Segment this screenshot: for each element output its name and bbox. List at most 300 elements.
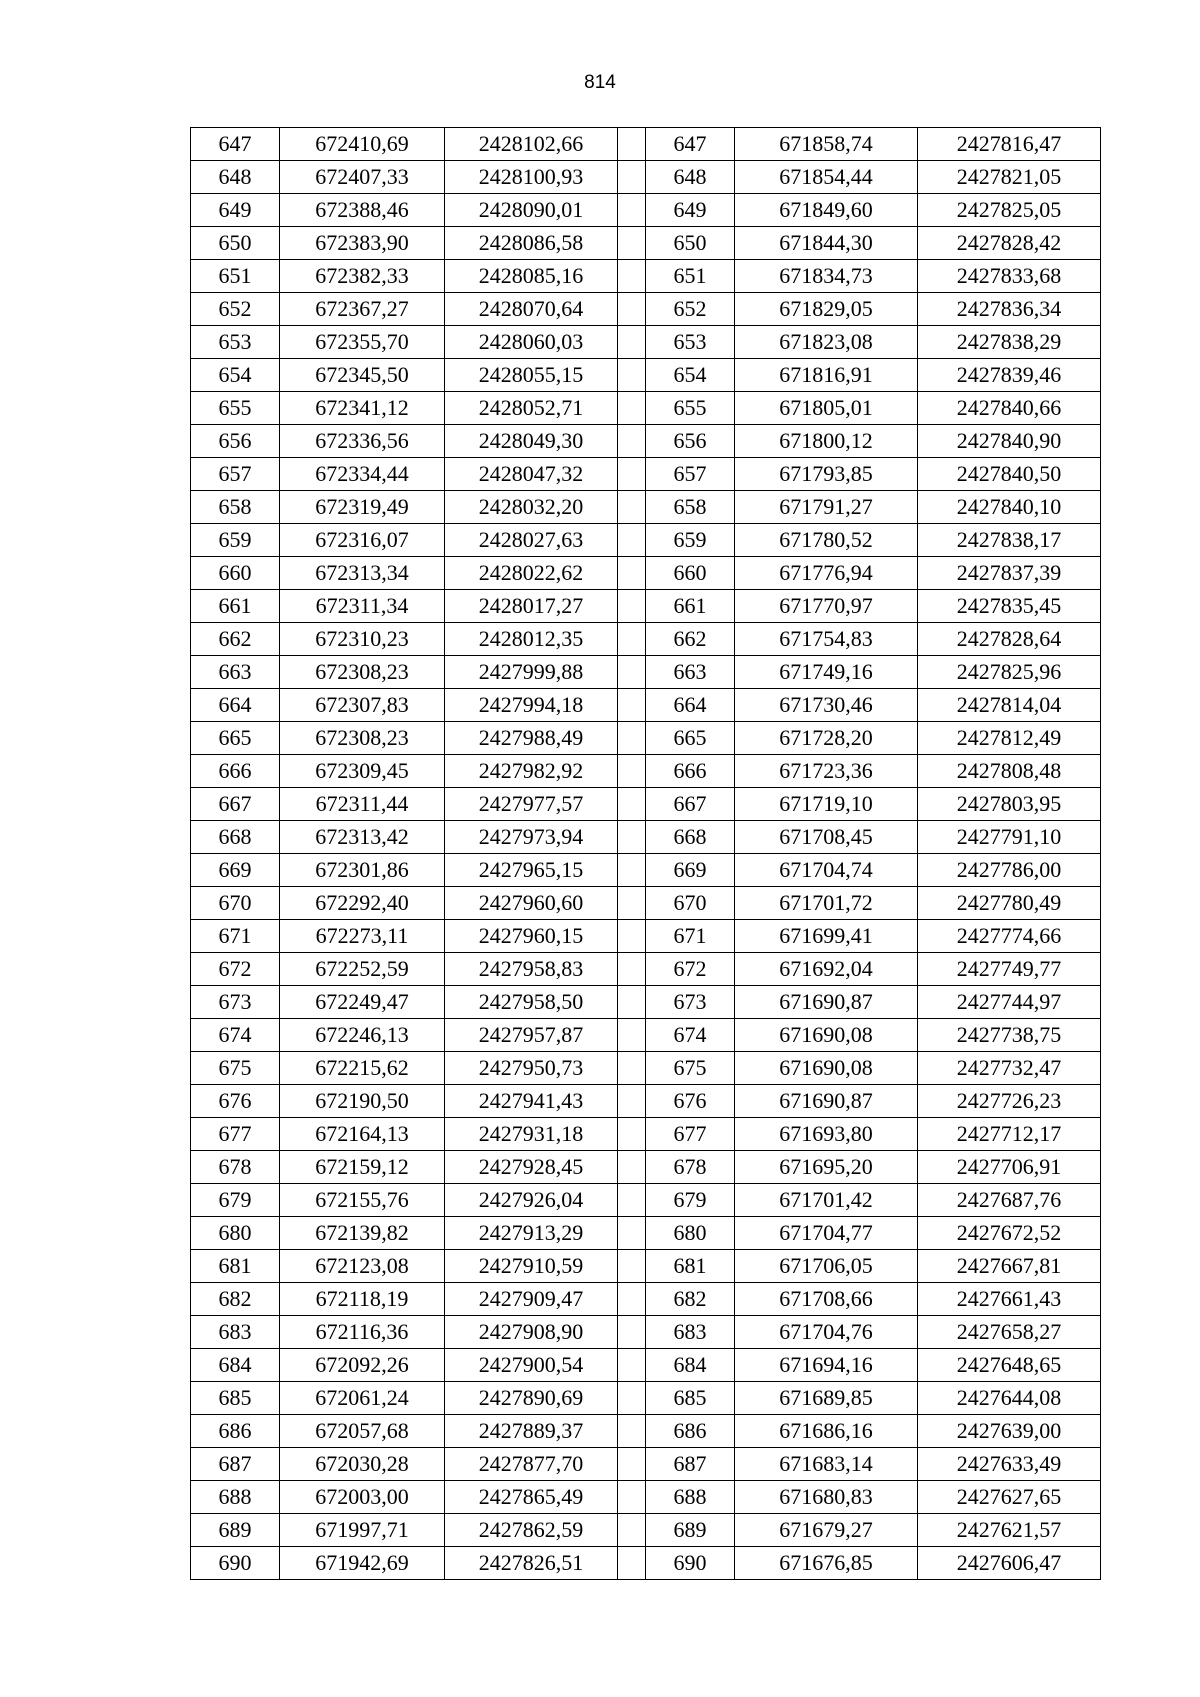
x-coordinate-left: 672388,46 bbox=[280, 194, 445, 227]
x-coordinate-right: 671694,16 bbox=[735, 1349, 918, 1382]
x-coordinate-left: 672252,59 bbox=[280, 953, 445, 986]
x-coordinate-right: 671776,94 bbox=[735, 557, 918, 590]
x-coordinate-left: 672139,82 bbox=[280, 1217, 445, 1250]
point-number-left: 657 bbox=[191, 458, 280, 491]
y-coordinate-left: 2427965,15 bbox=[445, 854, 618, 887]
y-coordinate-right: 2427828,64 bbox=[918, 623, 1101, 656]
spacer-cell bbox=[618, 326, 646, 359]
y-coordinate-left: 2427889,37 bbox=[445, 1415, 618, 1448]
y-coordinate-right: 2427648,65 bbox=[918, 1349, 1101, 1382]
point-number-right: 649 bbox=[646, 194, 735, 227]
table-row bbox=[191, 359, 1101, 392]
point-number-left: 651 bbox=[191, 260, 280, 293]
spacer-cell bbox=[618, 392, 646, 425]
x-coordinate-left: 672334,44 bbox=[280, 458, 445, 491]
point-number-left: 649 bbox=[191, 194, 280, 227]
point-number-left: 679 bbox=[191, 1184, 280, 1217]
x-coordinate-left: 672118,19 bbox=[280, 1283, 445, 1316]
x-coordinate-left: 672092,26 bbox=[280, 1349, 445, 1382]
point-number-left: 665 bbox=[191, 722, 280, 755]
spacer-cell bbox=[618, 854, 646, 887]
y-coordinate-left: 2427928,45 bbox=[445, 1151, 618, 1184]
spacer-cell bbox=[618, 755, 646, 788]
table-row bbox=[191, 1547, 1101, 1580]
table-row bbox=[191, 161, 1101, 194]
x-coordinate-right: 671849,60 bbox=[735, 194, 918, 227]
y-coordinate-right: 2427833,68 bbox=[918, 260, 1101, 293]
x-coordinate-right: 671854,44 bbox=[735, 161, 918, 194]
y-coordinate-left: 2427982,92 bbox=[445, 755, 618, 788]
y-coordinate-right: 2427644,08 bbox=[918, 1382, 1101, 1415]
point-number-right: 655 bbox=[646, 392, 735, 425]
x-coordinate-left: 672123,08 bbox=[280, 1250, 445, 1283]
table-row bbox=[191, 722, 1101, 755]
point-number-right: 650 bbox=[646, 227, 735, 260]
point-number-right: 648 bbox=[646, 161, 735, 194]
spacer-cell bbox=[618, 491, 646, 524]
point-number-left: 664 bbox=[191, 689, 280, 722]
y-coordinate-right: 2427712,17 bbox=[918, 1118, 1101, 1151]
point-number-right: 673 bbox=[646, 986, 735, 1019]
y-coordinate-right: 2427667,81 bbox=[918, 1250, 1101, 1283]
point-number-right: 685 bbox=[646, 1382, 735, 1415]
y-coordinate-right: 2427749,77 bbox=[918, 953, 1101, 986]
spacer-cell bbox=[618, 1052, 646, 1085]
x-coordinate-right: 671693,80 bbox=[735, 1118, 918, 1151]
y-coordinate-right: 2427836,34 bbox=[918, 293, 1101, 326]
point-number-left: 667 bbox=[191, 788, 280, 821]
y-coordinate-left: 2428017,27 bbox=[445, 590, 618, 623]
x-coordinate-left: 672355,70 bbox=[280, 326, 445, 359]
table-row bbox=[191, 425, 1101, 458]
point-number-left: 672 bbox=[191, 953, 280, 986]
point-number-right: 682 bbox=[646, 1283, 735, 1316]
y-coordinate-left: 2428100,93 bbox=[445, 161, 618, 194]
x-coordinate-left: 672345,50 bbox=[280, 359, 445, 392]
y-coordinate-left: 2427957,87 bbox=[445, 1019, 618, 1052]
spacer-cell bbox=[618, 1019, 646, 1052]
spacer-cell bbox=[618, 623, 646, 656]
x-coordinate-right: 671680,83 bbox=[735, 1481, 918, 1514]
table-row bbox=[191, 1349, 1101, 1382]
y-coordinate-right: 2427732,47 bbox=[918, 1052, 1101, 1085]
point-number-left: 675 bbox=[191, 1052, 280, 1085]
point-number-right: 672 bbox=[646, 953, 735, 986]
x-coordinate-right: 671686,16 bbox=[735, 1415, 918, 1448]
point-number-left: 661 bbox=[191, 590, 280, 623]
table-row bbox=[191, 1151, 1101, 1184]
table-row bbox=[191, 1019, 1101, 1052]
x-coordinate-right: 671704,74 bbox=[735, 854, 918, 887]
point-number-right: 656 bbox=[646, 425, 735, 458]
spacer-cell bbox=[618, 1250, 646, 1283]
point-number-right: 654 bbox=[646, 359, 735, 392]
spacer-cell bbox=[618, 821, 646, 854]
x-coordinate-left: 672190,50 bbox=[280, 1085, 445, 1118]
y-coordinate-right: 2427825,96 bbox=[918, 656, 1101, 689]
point-number-right: 662 bbox=[646, 623, 735, 656]
y-coordinate-left: 2427941,43 bbox=[445, 1085, 618, 1118]
y-coordinate-left: 2427910,59 bbox=[445, 1250, 618, 1283]
point-number-right: 686 bbox=[646, 1415, 735, 1448]
x-coordinate-right: 671690,08 bbox=[735, 1019, 918, 1052]
point-number-left: 659 bbox=[191, 524, 280, 557]
y-coordinate-left: 2428047,32 bbox=[445, 458, 618, 491]
point-number-left: 652 bbox=[191, 293, 280, 326]
x-coordinate-right: 671829,05 bbox=[735, 293, 918, 326]
y-coordinate-left: 2427994,18 bbox=[445, 689, 618, 722]
x-coordinate-right: 671692,04 bbox=[735, 953, 918, 986]
point-number-left: 680 bbox=[191, 1217, 280, 1250]
y-coordinate-left: 2428070,64 bbox=[445, 293, 618, 326]
y-coordinate-right: 2427816,47 bbox=[918, 128, 1101, 161]
spacer-cell bbox=[618, 1283, 646, 1316]
point-number-right: 683 bbox=[646, 1316, 735, 1349]
point-number-right: 668 bbox=[646, 821, 735, 854]
spacer-cell bbox=[618, 557, 646, 590]
point-number-right: 688 bbox=[646, 1481, 735, 1514]
table-row bbox=[191, 227, 1101, 260]
y-coordinate-left: 2428027,63 bbox=[445, 524, 618, 557]
point-number-right: 651 bbox=[646, 260, 735, 293]
x-coordinate-left: 672246,13 bbox=[280, 1019, 445, 1052]
x-coordinate-right: 671770,97 bbox=[735, 590, 918, 623]
x-coordinate-right: 671706,05 bbox=[735, 1250, 918, 1283]
point-number-right: 653 bbox=[646, 326, 735, 359]
table-row bbox=[191, 854, 1101, 887]
y-coordinate-right: 2427840,10 bbox=[918, 491, 1101, 524]
point-number-right: 663 bbox=[646, 656, 735, 689]
x-coordinate-right: 671689,85 bbox=[735, 1382, 918, 1415]
y-coordinate-left: 2428022,62 bbox=[445, 557, 618, 590]
x-coordinate-left: 672308,23 bbox=[280, 722, 445, 755]
spacer-cell bbox=[618, 788, 646, 821]
point-number-left: 687 bbox=[191, 1448, 280, 1481]
table-row bbox=[191, 1514, 1101, 1547]
x-coordinate-right: 671676,85 bbox=[735, 1547, 918, 1580]
spacer-cell bbox=[618, 293, 646, 326]
y-coordinate-left: 2428049,30 bbox=[445, 425, 618, 458]
y-coordinate-left: 2428102,66 bbox=[445, 128, 618, 161]
y-coordinate-left: 2427960,60 bbox=[445, 887, 618, 920]
page-number: 814 bbox=[584, 72, 616, 93]
table-row bbox=[191, 689, 1101, 722]
y-coordinate-left: 2428032,20 bbox=[445, 491, 618, 524]
spacer-cell bbox=[618, 1547, 646, 1580]
spacer-cell bbox=[618, 524, 646, 557]
table-row bbox=[191, 1382, 1101, 1415]
x-coordinate-left: 672311,44 bbox=[280, 788, 445, 821]
spacer-cell bbox=[618, 425, 646, 458]
x-coordinate-left: 672249,47 bbox=[280, 986, 445, 1019]
spacer-cell bbox=[618, 1514, 646, 1547]
spacer-cell bbox=[618, 656, 646, 689]
point-number-left: 688 bbox=[191, 1481, 280, 1514]
coordinates-table bbox=[190, 127, 1101, 1580]
point-number-left: 658 bbox=[191, 491, 280, 524]
x-coordinate-left: 672367,27 bbox=[280, 293, 445, 326]
x-coordinate-left: 672061,24 bbox=[280, 1382, 445, 1415]
y-coordinate-left: 2428052,71 bbox=[445, 392, 618, 425]
point-number-left: 670 bbox=[191, 887, 280, 920]
y-coordinate-right: 2427687,76 bbox=[918, 1184, 1101, 1217]
point-number-right: 674 bbox=[646, 1019, 735, 1052]
point-number-left: 647 bbox=[191, 128, 280, 161]
y-coordinate-left: 2427926,04 bbox=[445, 1184, 618, 1217]
y-coordinate-left: 2427826,51 bbox=[445, 1547, 618, 1580]
y-coordinate-left: 2427958,83 bbox=[445, 953, 618, 986]
x-coordinate-right: 671791,27 bbox=[735, 491, 918, 524]
y-coordinate-right: 2427840,90 bbox=[918, 425, 1101, 458]
spacer-cell bbox=[618, 887, 646, 920]
y-coordinate-left: 2427999,88 bbox=[445, 656, 618, 689]
y-coordinate-right: 2427840,66 bbox=[918, 392, 1101, 425]
y-coordinate-right: 2427838,29 bbox=[918, 326, 1101, 359]
spacer-cell bbox=[618, 722, 646, 755]
y-coordinate-right: 2427738,75 bbox=[918, 1019, 1101, 1052]
y-coordinate-left: 2427931,18 bbox=[445, 1118, 618, 1151]
x-coordinate-left: 672307,83 bbox=[280, 689, 445, 722]
spacer-cell bbox=[618, 1448, 646, 1481]
table-row bbox=[191, 1052, 1101, 1085]
table-row bbox=[191, 656, 1101, 689]
spacer-cell bbox=[618, 128, 646, 161]
table-row bbox=[191, 1085, 1101, 1118]
point-number-left: 683 bbox=[191, 1316, 280, 1349]
x-coordinate-right: 671728,20 bbox=[735, 722, 918, 755]
table-row bbox=[191, 986, 1101, 1019]
table-row bbox=[191, 1481, 1101, 1514]
y-coordinate-right: 2427606,47 bbox=[918, 1547, 1101, 1580]
point-number-right: 670 bbox=[646, 887, 735, 920]
x-coordinate-right: 671730,46 bbox=[735, 689, 918, 722]
x-coordinate-left: 672155,76 bbox=[280, 1184, 445, 1217]
x-coordinate-left: 672313,34 bbox=[280, 557, 445, 590]
x-coordinate-right: 671704,76 bbox=[735, 1316, 918, 1349]
point-number-right: 678 bbox=[646, 1151, 735, 1184]
x-coordinate-left: 672301,86 bbox=[280, 854, 445, 887]
y-coordinate-right: 2427658,27 bbox=[918, 1316, 1101, 1349]
y-coordinate-left: 2427865,49 bbox=[445, 1481, 618, 1514]
point-number-right: 658 bbox=[646, 491, 735, 524]
x-coordinate-right: 671701,42 bbox=[735, 1184, 918, 1217]
spacer-cell bbox=[618, 1481, 646, 1514]
table-row bbox=[191, 1316, 1101, 1349]
point-number-right: 664 bbox=[646, 689, 735, 722]
y-coordinate-right: 2427825,05 bbox=[918, 194, 1101, 227]
point-number-right: 679 bbox=[646, 1184, 735, 1217]
point-number-left: 668 bbox=[191, 821, 280, 854]
x-coordinate-left: 671997,71 bbox=[280, 1514, 445, 1547]
spacer-cell bbox=[618, 1217, 646, 1250]
x-coordinate-left: 672159,12 bbox=[280, 1151, 445, 1184]
y-coordinate-right: 2427839,46 bbox=[918, 359, 1101, 392]
point-number-left: 662 bbox=[191, 623, 280, 656]
y-coordinate-right: 2427621,57 bbox=[918, 1514, 1101, 1547]
y-coordinate-right: 2427633,49 bbox=[918, 1448, 1101, 1481]
table-row bbox=[191, 194, 1101, 227]
table-row bbox=[191, 1250, 1101, 1283]
y-coordinate-left: 2428086,58 bbox=[445, 227, 618, 260]
table-row bbox=[191, 920, 1101, 953]
table-row bbox=[191, 458, 1101, 491]
y-coordinate-left: 2427950,73 bbox=[445, 1052, 618, 1085]
y-coordinate-right: 2427744,97 bbox=[918, 986, 1101, 1019]
point-number-left: 666 bbox=[191, 755, 280, 788]
table-row bbox=[191, 1415, 1101, 1448]
y-coordinate-left: 2427909,47 bbox=[445, 1283, 618, 1316]
x-coordinate-left: 672310,23 bbox=[280, 623, 445, 656]
x-coordinate-right: 671858,74 bbox=[735, 128, 918, 161]
y-coordinate-right: 2427780,49 bbox=[918, 887, 1101, 920]
point-number-right: 687 bbox=[646, 1448, 735, 1481]
y-coordinate-left: 2428060,03 bbox=[445, 326, 618, 359]
y-coordinate-right: 2427837,39 bbox=[918, 557, 1101, 590]
table-row bbox=[191, 821, 1101, 854]
y-coordinate-left: 2427988,49 bbox=[445, 722, 618, 755]
x-coordinate-right: 671695,20 bbox=[735, 1151, 918, 1184]
table-row bbox=[191, 755, 1101, 788]
y-coordinate-right: 2427803,95 bbox=[918, 788, 1101, 821]
point-number-left: 682 bbox=[191, 1283, 280, 1316]
x-coordinate-left: 672311,34 bbox=[280, 590, 445, 623]
table-row bbox=[191, 557, 1101, 590]
y-coordinate-left: 2427913,29 bbox=[445, 1217, 618, 1250]
spacer-cell bbox=[618, 1349, 646, 1382]
point-number-right: 689 bbox=[646, 1514, 735, 1547]
spacer-cell bbox=[618, 1382, 646, 1415]
x-coordinate-left: 672313,42 bbox=[280, 821, 445, 854]
table-row bbox=[191, 1217, 1101, 1250]
spacer-cell bbox=[618, 1151, 646, 1184]
spacer-cell bbox=[618, 689, 646, 722]
y-coordinate-left: 2428085,16 bbox=[445, 260, 618, 293]
x-coordinate-left: 672030,28 bbox=[280, 1448, 445, 1481]
y-coordinate-left: 2427908,90 bbox=[445, 1316, 618, 1349]
y-coordinate-right: 2427838,17 bbox=[918, 524, 1101, 557]
point-number-left: 656 bbox=[191, 425, 280, 458]
spacer-cell bbox=[618, 161, 646, 194]
y-coordinate-right: 2427835,45 bbox=[918, 590, 1101, 623]
spacer-cell bbox=[618, 194, 646, 227]
y-coordinate-right: 2427840,50 bbox=[918, 458, 1101, 491]
x-coordinate-left: 672309,45 bbox=[280, 755, 445, 788]
x-coordinate-left: 672382,33 bbox=[280, 260, 445, 293]
spacer-cell bbox=[618, 1184, 646, 1217]
point-number-right: 676 bbox=[646, 1085, 735, 1118]
y-coordinate-left: 2428090,01 bbox=[445, 194, 618, 227]
point-number-right: 666 bbox=[646, 755, 735, 788]
y-coordinate-left: 2428012,35 bbox=[445, 623, 618, 656]
point-number-right: 669 bbox=[646, 854, 735, 887]
point-number-right: 671 bbox=[646, 920, 735, 953]
x-coordinate-right: 671690,08 bbox=[735, 1052, 918, 1085]
y-coordinate-right: 2427672,52 bbox=[918, 1217, 1101, 1250]
y-coordinate-right: 2427706,91 bbox=[918, 1151, 1101, 1184]
point-number-left: 684 bbox=[191, 1349, 280, 1382]
point-number-right: 675 bbox=[646, 1052, 735, 1085]
x-coordinate-right: 671749,16 bbox=[735, 656, 918, 689]
x-coordinate-left: 672407,33 bbox=[280, 161, 445, 194]
x-coordinate-right: 671823,08 bbox=[735, 326, 918, 359]
x-coordinate-left: 672057,68 bbox=[280, 1415, 445, 1448]
point-number-left: 685 bbox=[191, 1382, 280, 1415]
y-coordinate-left: 2427958,50 bbox=[445, 986, 618, 1019]
x-coordinate-right: 671679,27 bbox=[735, 1514, 918, 1547]
x-coordinate-right: 671793,85 bbox=[735, 458, 918, 491]
x-coordinate-right: 671800,12 bbox=[735, 425, 918, 458]
spacer-cell bbox=[618, 458, 646, 491]
point-number-right: 667 bbox=[646, 788, 735, 821]
table-row bbox=[191, 887, 1101, 920]
table-row bbox=[191, 1184, 1101, 1217]
point-number-left: 648 bbox=[191, 161, 280, 194]
x-coordinate-right: 671701,72 bbox=[735, 887, 918, 920]
x-coordinate-right: 671699,41 bbox=[735, 920, 918, 953]
table-row bbox=[191, 623, 1101, 656]
x-coordinate-right: 671754,83 bbox=[735, 623, 918, 656]
x-coordinate-right: 671708,66 bbox=[735, 1283, 918, 1316]
spacer-cell bbox=[618, 953, 646, 986]
y-coordinate-left: 2428055,15 bbox=[445, 359, 618, 392]
point-number-left: 650 bbox=[191, 227, 280, 260]
table-row bbox=[191, 392, 1101, 425]
point-number-left: 653 bbox=[191, 326, 280, 359]
table-row bbox=[191, 788, 1101, 821]
point-number-right: 684 bbox=[646, 1349, 735, 1382]
y-coordinate-left: 2427977,57 bbox=[445, 788, 618, 821]
y-coordinate-right: 2427814,04 bbox=[918, 689, 1101, 722]
point-number-left: 690 bbox=[191, 1547, 280, 1580]
x-coordinate-left: 672316,07 bbox=[280, 524, 445, 557]
x-coordinate-left: 672215,62 bbox=[280, 1052, 445, 1085]
x-coordinate-right: 671723,36 bbox=[735, 755, 918, 788]
point-number-left: 681 bbox=[191, 1250, 280, 1283]
point-number-right: 647 bbox=[646, 128, 735, 161]
point-number-right: 665 bbox=[646, 722, 735, 755]
point-number-left: 686 bbox=[191, 1415, 280, 1448]
point-number-left: 689 bbox=[191, 1514, 280, 1547]
x-coordinate-right: 671834,73 bbox=[735, 260, 918, 293]
x-coordinate-left: 672341,12 bbox=[280, 392, 445, 425]
x-coordinate-right: 671708,45 bbox=[735, 821, 918, 854]
y-coordinate-right: 2427821,05 bbox=[918, 161, 1101, 194]
point-number-left: 677 bbox=[191, 1118, 280, 1151]
x-coordinate-left: 672383,90 bbox=[280, 227, 445, 260]
x-coordinate-right: 671683,14 bbox=[735, 1448, 918, 1481]
point-number-left: 663 bbox=[191, 656, 280, 689]
table-row bbox=[191, 524, 1101, 557]
x-coordinate-left: 672164,13 bbox=[280, 1118, 445, 1151]
point-number-left: 673 bbox=[191, 986, 280, 1019]
x-coordinate-right: 671816,91 bbox=[735, 359, 918, 392]
x-coordinate-left: 671942,69 bbox=[280, 1547, 445, 1580]
table-row bbox=[191, 260, 1101, 293]
point-number-right: 677 bbox=[646, 1118, 735, 1151]
table-row bbox=[191, 491, 1101, 524]
y-coordinate-right: 2427639,00 bbox=[918, 1415, 1101, 1448]
spacer-cell bbox=[618, 1085, 646, 1118]
point-number-left: 669 bbox=[191, 854, 280, 887]
coordinates-table-body bbox=[191, 128, 1101, 1580]
spacer-cell bbox=[618, 1316, 646, 1349]
table-row bbox=[191, 326, 1101, 359]
point-number-left: 660 bbox=[191, 557, 280, 590]
y-coordinate-right: 2427726,23 bbox=[918, 1085, 1101, 1118]
y-coordinate-left: 2427960,15 bbox=[445, 920, 618, 953]
y-coordinate-left: 2427877,70 bbox=[445, 1448, 618, 1481]
spacer-cell bbox=[618, 986, 646, 1019]
